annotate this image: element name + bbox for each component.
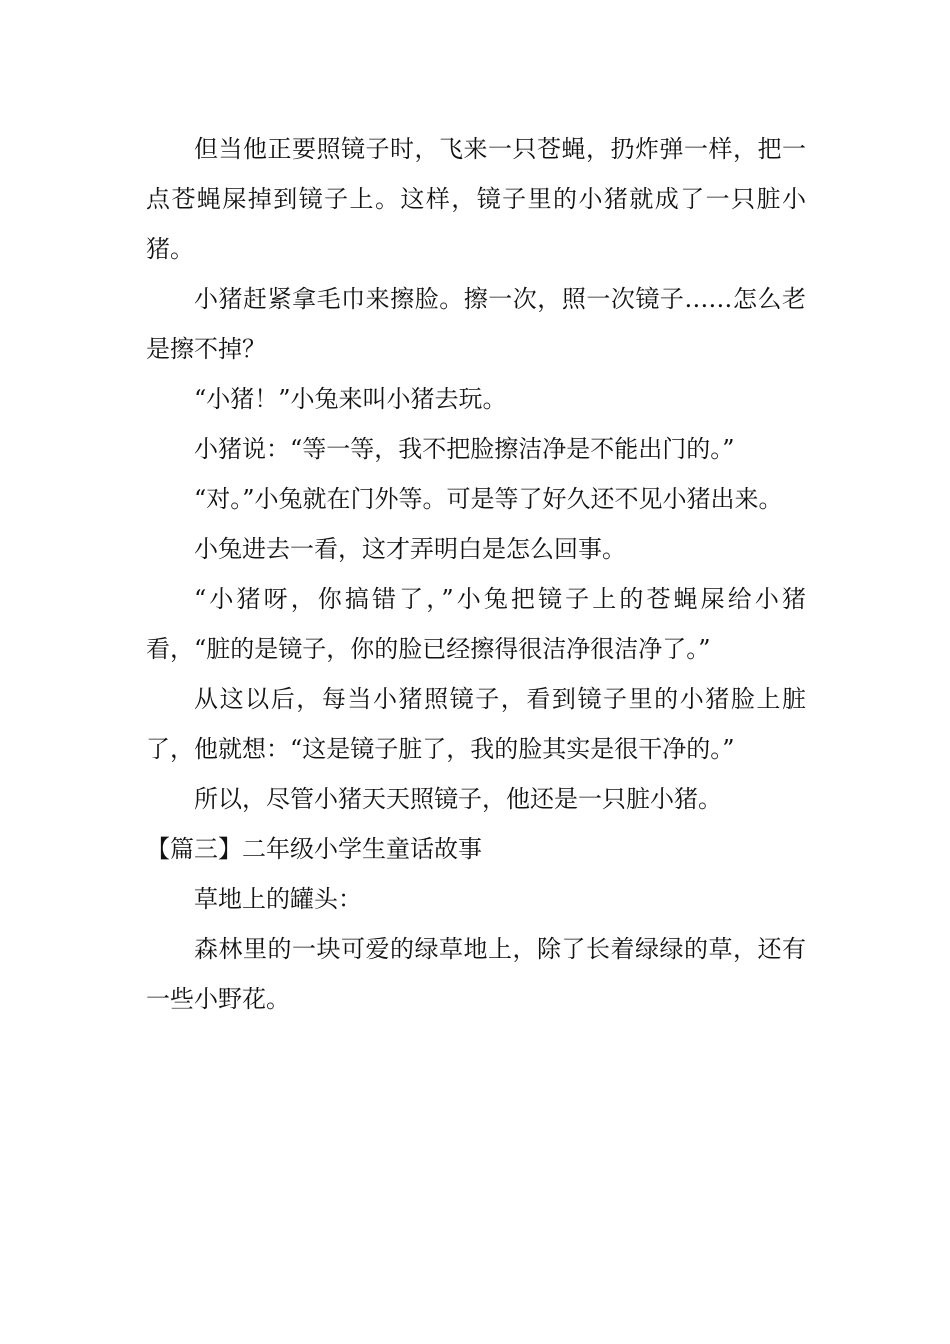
paragraph-4: 小猪说：“等一等，我不把脸擦洁净是不能出门的。”	[194, 435, 735, 463]
story-title: 草地上的罐头：	[194, 885, 362, 913]
paragraph-7: “小猪呀，你搞错了，”小兔把镜子上的苍蝇屎给小猪看，“脏的是镜子，你的脸已经擦得很洁净很洁净了。”	[146, 585, 806, 663]
paragraph-9: 所以，尽管小猪天天照镜子，他还是一只脏小猪。	[194, 785, 722, 813]
paragraph-6: 小兔进去一看，这才弄明白是怎么回事。	[194, 535, 626, 563]
paragraph-12: 森林里的一块可爱的绿草地上，除了长着绿绿的草，还有一些小野花。	[146, 935, 806, 1013]
paragraph-2: 小猪赶紧拿毛巾来擦脸。擦一次，照一次镜子……怎么老是擦不掉？	[146, 285, 806, 363]
paragraph-5: “对。”小兔就在门外等。可是等了好久还不见小猪出来。	[194, 485, 783, 513]
paragraph-8: 从这以后，每当小猪照镜子，看到镜子里的小猪脸上脏了，他就想：“这是镜子脏了，我的脸其实是很干净的。”	[146, 685, 806, 763]
paragraph-1: 但当他正要照镜子时，飞来一只苍蝇，扔炸弹一样，把一点苍蝇屎掉到镜子上。这样，镜子里的小猪就成了一只脏小猪。	[146, 135, 806, 263]
document-page	[146, 124, 806, 1024]
paragraph-3: “小猪！”小兔来叫小猪去玩。	[194, 385, 507, 413]
section-heading: 【篇三】二年级小学生童话故事	[146, 835, 482, 863]
